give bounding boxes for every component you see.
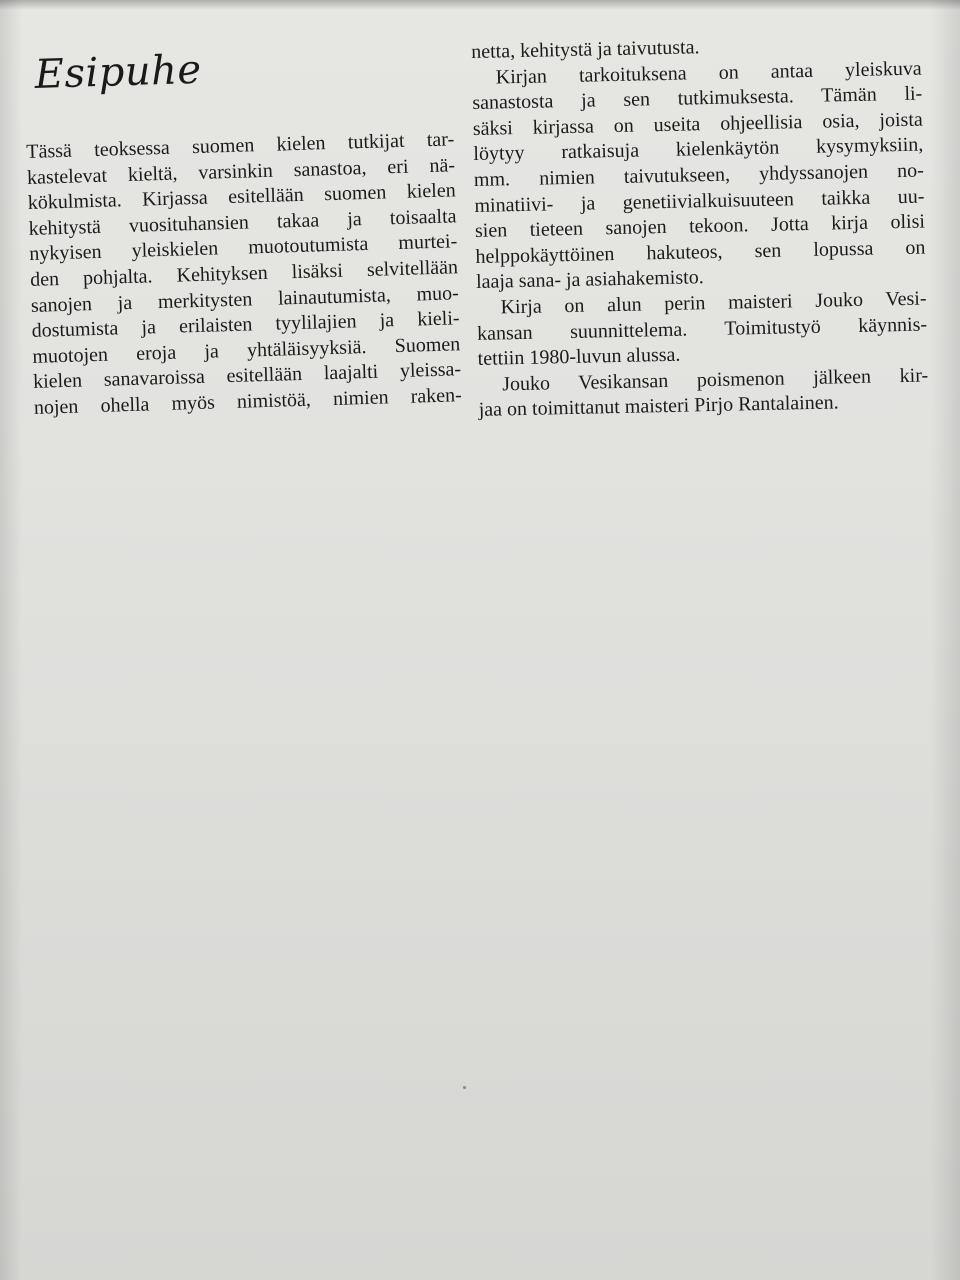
text-line: kökulmista. Kirjassa esitellään suomen kielen bbox=[27, 179, 457, 215]
paper-speck bbox=[463, 1086, 466, 1089]
left-text-column bbox=[26, 127, 462, 421]
text-line: kehitystä vuosituhansien takaa ja toisaalta bbox=[28, 205, 457, 240]
text-line: jaa on toimittanut maisteri Pirjo Rantalainen. bbox=[478, 391, 839, 422]
text-line: sanastosta ja sen tutkimuksesta. Tämän li- bbox=[472, 82, 923, 115]
right-text-column bbox=[471, 31, 929, 424]
text-line: kansan suunnittelema. Toimitustyö käynnis- bbox=[476, 313, 928, 345]
text-line: nykyisen yleiskielen muotoutumista murtei- bbox=[29, 230, 458, 266]
text-line: tettiin 1980-luvun alussa. bbox=[477, 343, 681, 371]
text-line: Kirjan tarkoituksena on antaa yleiskuva bbox=[495, 57, 922, 89]
text-line: löytyy ratkaisuja kielenkäytön kysymyksiin, bbox=[473, 133, 924, 166]
text-line: mm. nimien taivutukseen, yhdyssanojen no- bbox=[473, 159, 925, 191]
text-line: den pohjalta. Kehityksen lisäksi selvitellään bbox=[29, 256, 459, 291]
text-line: Tässä teoksessa suomen kielen tutkijat tar- bbox=[26, 128, 455, 163]
text-line: helppokäyttöinen hakuteos, sen lopussa on bbox=[475, 236, 926, 268]
text-line: nojen ohella myös nimistöä, nimien raken- bbox=[33, 384, 463, 419]
text-line: muotojen eroja ja yhtäläisyyksiä. Suomen bbox=[32, 332, 461, 368]
text-line: dostumista ja erilaisten tyylilajien ja kieli- bbox=[31, 307, 460, 343]
page-top-shadow bbox=[0, 0, 960, 10]
text-line: säksi kirjassa on useita ohjeellisia osia, joista bbox=[472, 108, 923, 140]
text-line: minatiivi- ja genetiivialkuisuuteen taikka uu- bbox=[474, 185, 925, 217]
text-line: kastelevat kieltä, varsinkin sanastoa, eri nä- bbox=[26, 153, 456, 189]
text-line: sien tieteen sanojen tekoon. Jotta kirja olisi bbox=[474, 210, 926, 243]
text-line: Kirja on alun perin maisteri Jouko Vesi- bbox=[500, 287, 927, 319]
text-line: laaja sana- ja asiahakemisto. bbox=[475, 266, 704, 294]
text-line: Jouko Vesikansan poismenon jälkeen kir- bbox=[501, 364, 929, 396]
page-heading: Esipuhe bbox=[34, 46, 203, 98]
text-line: netta, kehitystä ja taivutusta. bbox=[471, 36, 700, 63]
text-line: kielen sanavaroissa esitellään laajalti yleissa- bbox=[32, 358, 462, 394]
text-line: sanojen ja merkitysten lainautumista, muo- bbox=[30, 281, 460, 317]
